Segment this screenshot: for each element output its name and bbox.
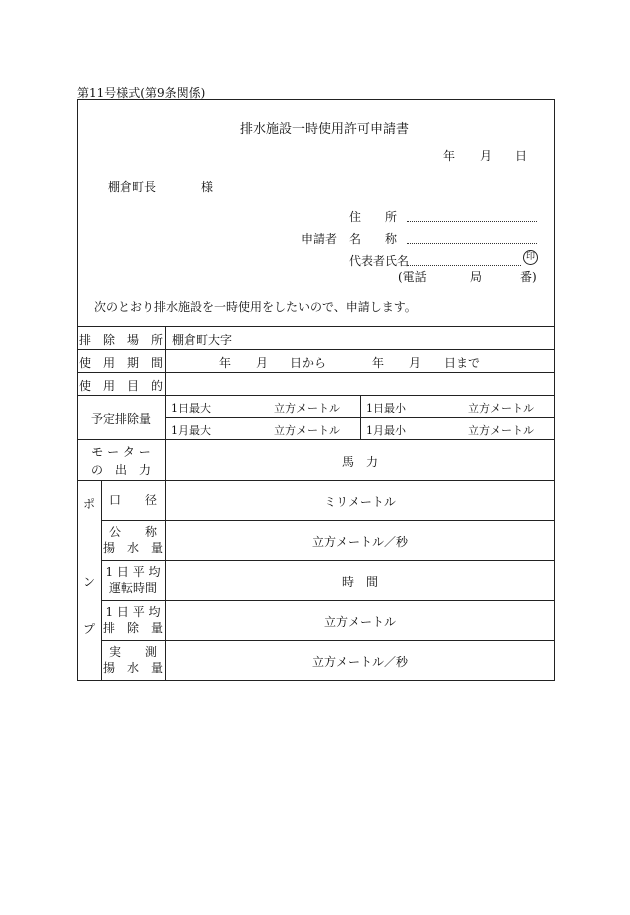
- month-min-label: 1月最小: [366, 424, 406, 437]
- pump-nominal-label-1: 公 称: [108, 525, 157, 539]
- location-value[interactable]: 棚倉町大字: [172, 333, 233, 347]
- form-title: 排水施設一時使用許可申請書: [240, 122, 410, 137]
- pump-label-char-1: ポ: [82, 497, 95, 511]
- day-max-label: 1日最大: [171, 402, 211, 415]
- phone-ban: 番): [520, 270, 537, 284]
- phone-open: (電話: [398, 270, 427, 284]
- date-month: 月: [480, 149, 493, 163]
- representative-line[interactable]: [407, 265, 521, 266]
- seal-mark: 印: [523, 250, 538, 265]
- pump-measured-unit: 立方メートル／秒: [311, 655, 408, 669]
- pump-nominal-unit: 立方メートル／秒: [311, 535, 408, 549]
- period-label: 使 用 期 間: [78, 356, 163, 370]
- month-max-unit: 立方メートル: [274, 424, 340, 437]
- location-label: 排 除 場 所: [78, 333, 163, 347]
- name-line[interactable]: [407, 243, 537, 244]
- addressee-suffix: 様: [201, 180, 214, 194]
- day-min-unit: 立方メートル: [468, 402, 534, 415]
- month-max-label: 1月最大: [171, 424, 211, 437]
- period-end-day: 日まで: [444, 356, 481, 370]
- pump-nominal-label-2: 揚 水 量: [102, 541, 163, 555]
- day-max-unit: 立方メートル: [274, 402, 340, 415]
- pump-runtime-label-2: 運転時間: [108, 581, 157, 595]
- applicant-label: 申請者: [301, 232, 338, 246]
- pump-discharge-label-1: 1 日 平 均: [105, 605, 161, 619]
- pump-label-char-3: プ: [82, 622, 95, 636]
- pump-measured-label-1: 実 測: [108, 645, 157, 659]
- period-end-year: 年: [372, 356, 385, 370]
- pump-runtime-unit: 時 間: [341, 575, 378, 589]
- motor-label-line2: の 出 力: [90, 463, 151, 477]
- period-start-year: 年: [219, 356, 232, 370]
- pump-measured-label-2: 揚 水 量: [102, 661, 163, 675]
- date-day: 日: [515, 149, 528, 163]
- address-line[interactable]: [407, 221, 537, 222]
- pump-discharge-unit: 立方メートル: [323, 615, 396, 629]
- name-label: 名 称: [349, 232, 398, 246]
- planned-volume-label: 予定排除量: [90, 412, 151, 426]
- period-end-month: 月: [409, 356, 422, 370]
- period-start-month: 月: [256, 356, 269, 370]
- period-start-day: 日から: [290, 356, 327, 370]
- date-year: 年: [443, 149, 456, 163]
- motor-unit: 馬 力: [341, 455, 378, 469]
- pump-diameter-unit: ミリメートル: [324, 495, 396, 509]
- pump-diameter-label: 口 径: [108, 493, 157, 507]
- phone-kyoku: 局: [470, 270, 483, 284]
- month-min-unit: 立方メートル: [468, 424, 534, 437]
- addressee-name: 棚倉町長: [108, 180, 157, 194]
- form-number-label: 第11号様式(第9条関係): [77, 86, 206, 100]
- pump-label-char-2: ン: [82, 575, 95, 589]
- day-min-label: 1日最小: [366, 402, 406, 415]
- motor-label-line1: モ ー タ ー: [91, 445, 151, 459]
- address-label: 住 所: [349, 210, 398, 224]
- application-statement: 次のとおり排水施設を一時使用をしたいので、申請します。: [94, 300, 417, 314]
- pump-discharge-label-2: 排 除 量: [102, 621, 163, 635]
- purpose-label: 使 用 目 的: [78, 379, 163, 393]
- representative-label: 代表者氏名: [349, 254, 410, 268]
- pump-runtime-label-1: 1 日 平 均: [105, 565, 161, 579]
